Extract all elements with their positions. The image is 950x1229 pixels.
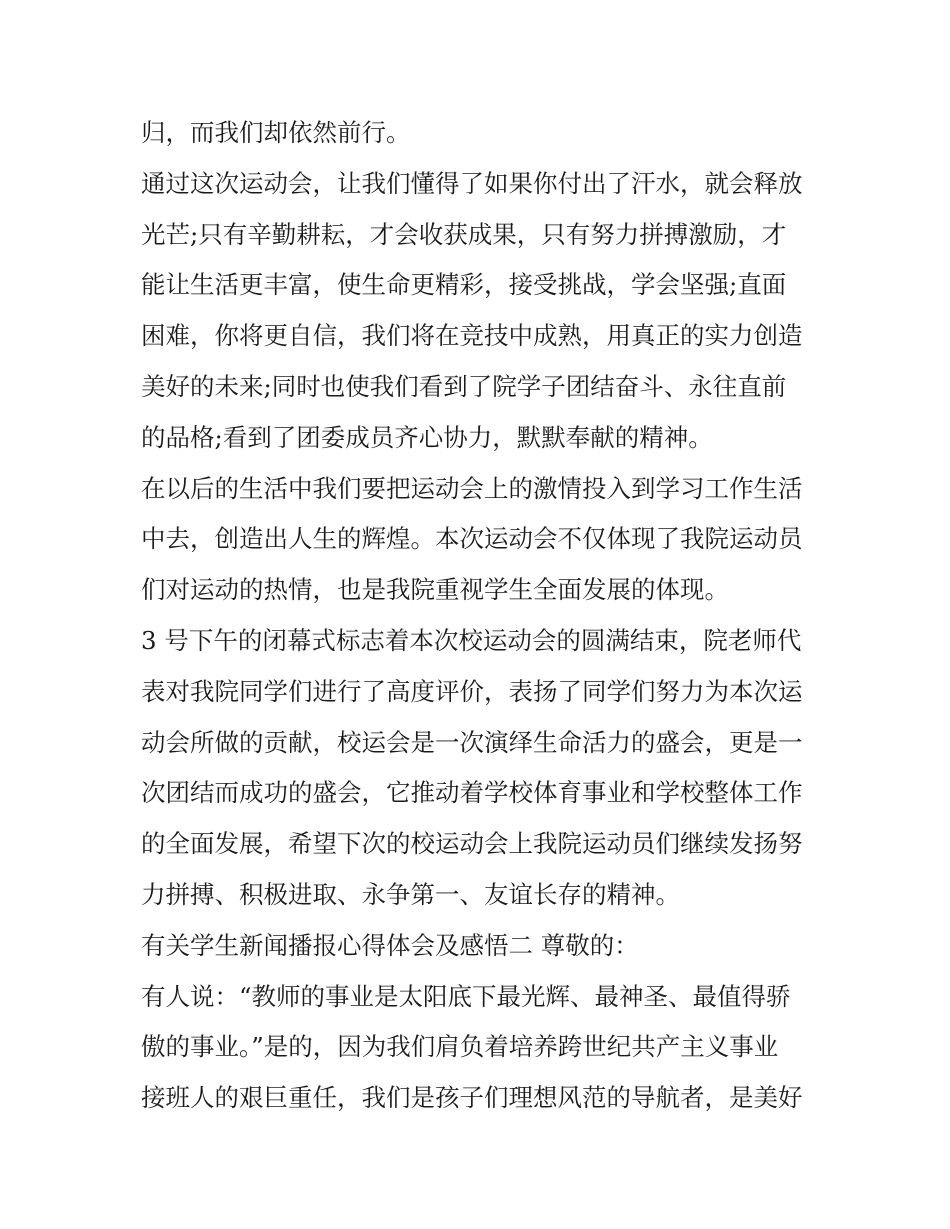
text-line: 在以后的生活中我们要把运动会上的激情投入到学习工作生活 xyxy=(141,473,803,503)
text-line: 的全面发展，希望下次的校运动会上我院运动员们继续发扬努 xyxy=(141,829,803,859)
text-line: 的品格;看到了团委成员齐心协力，默默奉献的精神。 xyxy=(141,422,713,452)
text-line: 傲的事业。”是的，因为我们肩负着培养跨世纪共产主义事业 xyxy=(141,1032,779,1062)
text-line: 能让生活更丰富，使生命更精彩，接受挑战，学会坚强;直面 xyxy=(141,270,787,300)
text-line: 美好的未来;同时也使我们看到了院学子团结奋斗、永往直前 xyxy=(141,371,787,401)
body-text xyxy=(141,108,821,1124)
section-heading: 有关学生新闻播报心得体会及感悟二 尊敬的： xyxy=(141,930,639,960)
text-line: 困难，你将更自信，我们将在竞技中成熟，用真正的实力创造 xyxy=(141,321,803,351)
text-line: 接班人的艰巨重任，我们是孩子们理想风范的导航者，是美好 xyxy=(141,1083,803,1113)
text-line: 有人说：“教师的事业是太阳底下最光辉、最神圣、最值得骄 xyxy=(141,981,791,1011)
text-line: 次团结而成功的盛会，它推动着学校体育事业和学校整体工作 xyxy=(141,778,803,808)
text-line: 们对运动的热情，也是我院重视学生全面发展的体现。 xyxy=(141,575,729,605)
text-line: 表对我院同学们进行了高度评价，表扬了同学们努力为本次运 xyxy=(141,676,803,706)
text-line: 通过这次运动会，让我们懂得了如果你付出了汗水，就会释放 xyxy=(141,168,803,198)
text-line: 光芒;只有辛勤耕耘，才会收获成果，只有努力拼搏激励，才 xyxy=(141,219,787,249)
text-line: 归，而我们却依然前行。 xyxy=(141,118,411,147)
text-line: 动会所做的贡献，校运会是一次演绎生命活力的盛会，更是一 xyxy=(141,727,803,757)
text-line: 中去，创造出人生的辉煌。本次运动会不仅体现了我院运动员 xyxy=(141,524,803,554)
text-line: 3 号下午的闭幕式标志着本次校运动会的圆满结束，院老师代 xyxy=(141,625,802,655)
text-line: 力拼搏、积极进取、永争第一、友谊长存的精神。 xyxy=(141,879,680,909)
